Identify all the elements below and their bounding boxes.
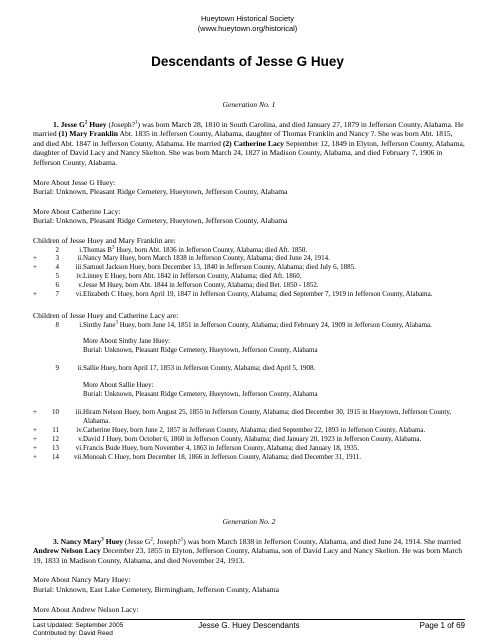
child-text: Francis Bude Huey, born November 4, 1863 in Jefferson County, Alabama; died January 18, 1935.: [83, 443, 359, 452]
more-about-jesse-burial: Burial: Unknown, Pleasant Ridge Cemetery, Hueytown, Jefferson County, Alabama: [33, 187, 288, 197]
more-about-nancy-title: More About Nancy Mary Huey:: [33, 575, 131, 585]
nancy-parent-sup: 2: [150, 537, 153, 543]
descendant-marker: [33, 246, 43, 255]
nancy-parent: (Jesse G: [123, 536, 151, 546]
more-about-sinthy-title: More About Sinthy Jane Huey:: [83, 337, 171, 346]
more-about-sallie: [83, 381, 465, 399]
generation-1-section: [33, 100, 465, 461]
page-header: [0, 14, 495, 34]
child-name: Sinthy Jane: [83, 320, 116, 329]
more-about-sinthy: [83, 337, 465, 355]
child-details: Huey, born Abt. 1836 in Jefferson County, Alabama; died Aft. 1850.: [114, 245, 308, 254]
person-number: 3: [55, 254, 59, 263]
descendant-marker: +: [33, 434, 37, 443]
more-about-nancy-burial: Burial: Unknown, East Lake Cemetery, Birmingham, Jefferson County, Alabama: [33, 584, 280, 594]
child-text: [83, 254, 465, 263]
page-number: Page 1 of 69: [419, 621, 465, 630]
more-about-andrew-title: More About Andrew Nelson Lacy:: [33, 604, 139, 614]
child-ordinal: iii.: [75, 263, 83, 272]
spouse-2-name: (2) Catherine Lacy: [222, 138, 284, 148]
child-ordinal: i.: [79, 320, 83, 329]
child-ordinal: iii.: [75, 408, 83, 416]
jesse-bio-2: Abt. 1835 in Jefferson County, Alabama, daughter of Thomas Franklin and Nancy ?. She was born Abt. 1815, and died Abt. 1847 in Jefferson County, Alabama. He married: [33, 129, 453, 148]
jesse-surname: Huey: [87, 119, 107, 129]
child-name: Linney E Huey, born Abt. 1842 in Jefferson County, Alabama; died Aft. 1860.: [83, 272, 302, 281]
child-ordinal: vii.: [73, 452, 83, 461]
person-number: 8: [55, 320, 59, 329]
child-text: [83, 290, 465, 299]
list-item: [33, 444, 465, 453]
child-text: [83, 263, 465, 272]
child-details: Huey, born June 14, 1851 in Jefferson County, Alabama; died February 24, 1909 in Jefferson County, Alabama.: [117, 320, 432, 329]
spouse-1-name: (1) Mary Franklin: [58, 129, 118, 139]
child-ordinal: i.: [79, 245, 83, 254]
list-item: [33, 321, 465, 356]
descendant-marker: [33, 321, 43, 356]
more-about-jesse: [33, 178, 465, 197]
descendant-marker: [33, 281, 43, 290]
descendant-marker: [33, 355, 43, 399]
generation-2-heading: Generation No. 2: [222, 517, 276, 526]
list-item: [33, 254, 465, 263]
descendant-marker: +: [33, 425, 37, 434]
person-number: 12: [52, 434, 59, 443]
list-item: [33, 435, 465, 444]
person-number: 13: [52, 443, 59, 452]
list-item: [33, 246, 465, 255]
list-item: [33, 426, 465, 435]
person-number: 2: [55, 245, 59, 254]
more-about-sinthy-burial: Burial: Unknown, Pleasant Ridge Cemetery, Hueytown, Jefferson County, Alabama: [83, 346, 318, 355]
person-number: 5: [55, 272, 59, 281]
child-name: Thomas B: [83, 245, 112, 254]
person-number: 10: [52, 408, 59, 416]
society-url: (www.hueytown.org/historical): [197, 24, 298, 33]
child-name: Elizabeth C Huey, born April 19, 1847 in Jefferson County, Alabama; died September 7, 1919 in Jefferson County, Alabama.: [83, 290, 433, 299]
child-text: [83, 281, 465, 290]
children-2-list: [33, 321, 465, 462]
nancy-grandparent-sup: 1: [180, 537, 184, 543]
society-name: Hueytown Historical Society: [201, 14, 294, 23]
jesse-bio-1: ) was born March 28, 1810 in South Carolina, and died January 27, 1879 in Jefferson County, Alabama. He married: [33, 119, 464, 139]
more-about-catherine-burial: Burial: Unknown, Pleasant Ridge Cemetery, Hueytown, Jefferson County, Alabama: [33, 216, 288, 226]
page-footer: [33, 619, 465, 638]
child-text: [83, 272, 465, 281]
list-item: [33, 290, 465, 299]
descendant-marker: [33, 272, 43, 281]
children-2-heading: Children of Jesse Huey and Catherine Lacy are:: [33, 310, 179, 320]
child-ordinal: ii.: [77, 364, 83, 373]
person-number: 9: [55, 364, 59, 373]
jesse-bio-3: September 12, 1849 in Elyton, Jefferson County, Alabama, daughter of David Lacy and Nancy Skelton. She was born March 24, 1827 in Madison County, Alabama, and died February 7, 1906 in Jefferson County, Alabama.: [33, 138, 465, 167]
jesse-gen-sup: 2: [84, 120, 88, 126]
child-ordinal: vi.: [75, 443, 83, 452]
more-about-nancy: [33, 575, 465, 594]
generation-1-heading: Generation No. 1: [222, 100, 276, 109]
child-ordinal: ii.: [77, 254, 83, 263]
child-text: [83, 246, 465, 255]
nancy-surname: Huey: [103, 536, 123, 546]
footer-center-title: Jesse G. Huey Descendants: [198, 621, 300, 630]
descendant-marker: +: [33, 254, 37, 263]
child-text: Monoah C Huey, born December 18, 1866 in Jefferson County, Alabama; died December 31, 1911.: [83, 452, 362, 461]
more-about-catherine: [33, 207, 465, 226]
jesse-num-name: 1. Jesse G: [53, 119, 85, 129]
list-item: [33, 281, 465, 290]
child-gen-sup: 3: [111, 245, 115, 251]
descendant-marker: +: [33, 290, 37, 299]
nancy-bio-1: ) was born March 1838 in Jefferson County, Alabama, and died June 24, 1914. She married: [183, 536, 461, 546]
child-ordinal: iv.: [76, 425, 83, 434]
child-name: Jesse M Huey, born Abt. 1844 in Jefferson County, Alabama; died Bet. 1850 - 1852.: [83, 281, 319, 290]
child-text: David J Huey, born October 6, 1860 in Jefferson County, Alabama; died January 20, 1923 in Jefferson County, Alabama.: [83, 434, 422, 443]
descendant-marker: +: [33, 443, 37, 452]
more-about-catherine-title: More About Catherine Lacy:: [33, 206, 121, 216]
nancy-bio-2: December 23, 1855 in Elyton, Jefferson County, Alabama, son of David Lacy and Nancy Skelton. He was born March 19, 1833 in Madison County, Alabama, and died November 24, 1913.: [33, 546, 463, 565]
contributed-by: Contributed by: David Reed: [33, 630, 113, 637]
child-text: Catherine Huey, born June 2, 1857 in Jefferson County, Alabama; died September 22, 1893 in Jefferson County, Alabama.: [83, 425, 426, 434]
child-ordinal: v.: [78, 434, 83, 443]
child-text: Hiram Nelson Huey, born August 25, 1855 in Jefferson County, Alabama; died December 30, 1915 in Hueytown, Jefferson County, Alabama.: [83, 408, 452, 425]
more-about-sallie-title: More About Sallie Huey:: [83, 381, 154, 390]
jesse-parent: (Joseph?: [106, 119, 136, 129]
person-number: 7: [55, 290, 59, 299]
nancy-num-name: 3. Nancy Mary: [53, 536, 102, 546]
children-1-heading: Children of Jesse Huey and Mary Franklin are:: [33, 235, 176, 245]
child-text: [83, 321, 465, 356]
child-ordinal: iv.: [76, 272, 83, 281]
person-number: 6: [55, 281, 59, 290]
descendant-marker: +: [33, 452, 37, 461]
generation-2-section: [33, 517, 465, 614]
list-item: [33, 355, 465, 399]
child-ordinal: v.: [78, 281, 83, 290]
jesse-paragraph: [33, 120, 465, 168]
more-about-sallie-burial: Burial: Unknown, Pleasant Ridge Cemetery, Hueytown, Jefferson County, Alabama: [83, 390, 318, 399]
person-number: 11: [52, 425, 59, 434]
descendant-marker: +: [33, 263, 37, 272]
jesse-parent-sup: 1: [135, 120, 138, 126]
document-title: Descendants of Jesse G Huey: [151, 54, 344, 69]
person-number: 14: [52, 452, 59, 461]
list-item: [33, 272, 465, 281]
more-about-jesse-title: More About Jesse G Huey:: [33, 177, 116, 187]
children-1-list: [33, 246, 465, 299]
person-number: 4: [55, 263, 59, 272]
list-item: [33, 399, 465, 426]
nancy-grandparent: , Joseph?: [152, 536, 181, 546]
nancy-paragraph: [33, 537, 465, 566]
list-item: [33, 263, 465, 272]
child-ordinal: vi.: [75, 290, 83, 299]
child-name: Sallie Huey, born April 17, 1853 in Jefferson County, Alabama; died April 5, 1908.: [83, 364, 316, 373]
nancy-spouse-name: Andrew Nelson Lacy: [33, 546, 101, 556]
nancy-gen-sup: 3: [101, 537, 104, 543]
descendant-marker: +: [33, 408, 37, 416]
child-text: [83, 355, 465, 399]
child-name: Samuel Jackson Huey, born December 13, 1840 in Jefferson County, Alabama; died July 6, 1885.: [83, 263, 356, 272]
list-item: [33, 453, 465, 462]
child-gen-sup: 3: [115, 320, 118, 326]
last-updated: Last Updated: September 2005: [33, 622, 124, 629]
child-name: Nancy Mary Huey, born March 1838 in Jefferson County, Alabama; died June 24, 1914.: [83, 254, 330, 263]
